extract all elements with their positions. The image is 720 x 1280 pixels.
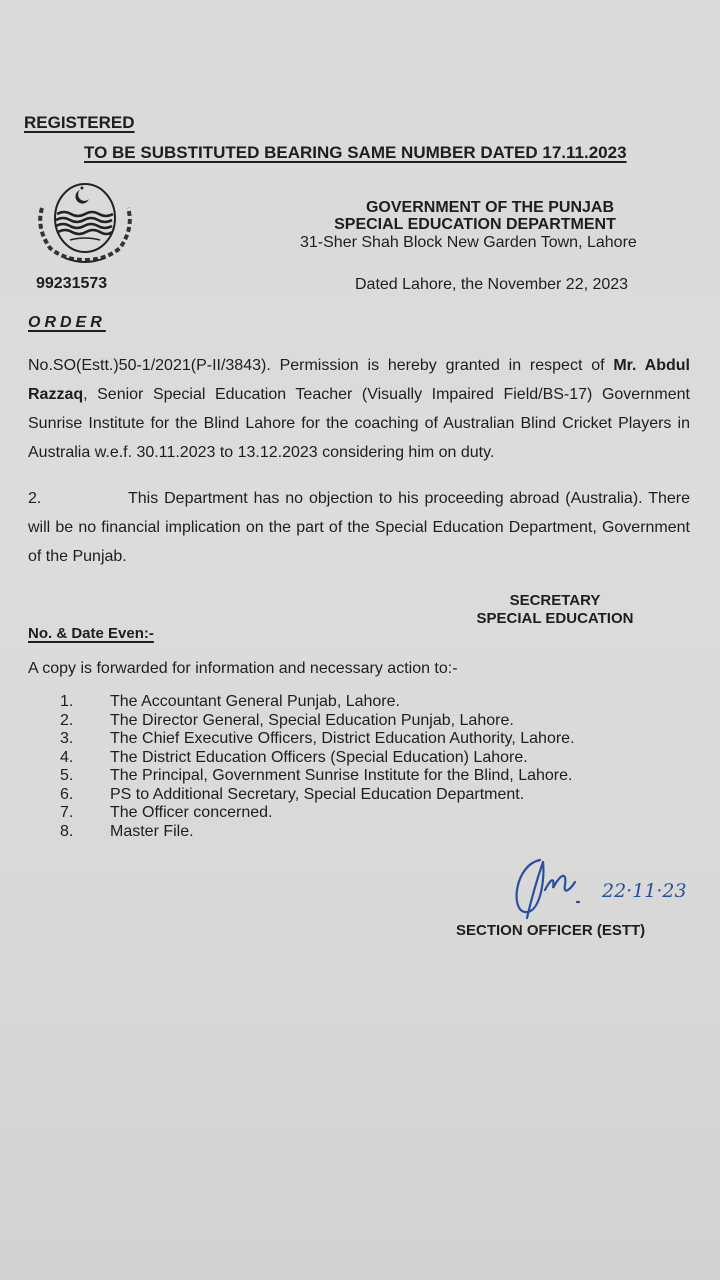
item-number: 4.	[60, 748, 74, 766]
endorsement-heading: No. & Date Even:-	[28, 625, 154, 642]
order-paragraph-2	[28, 484, 690, 571]
item-text: The Principal, Government Sunrise Institute for the Blind, Lahore.	[110, 767, 573, 784]
list-item	[60, 823, 575, 842]
item-text: Master File.	[110, 822, 194, 840]
order-paragraph-1	[28, 351, 690, 467]
list-item	[60, 749, 575, 768]
punjab-emblem-icon	[30, 178, 140, 268]
item-text: The Chief Executive Officers, District Education Authority, Lahore.	[110, 730, 575, 747]
item-number: 5.	[60, 767, 74, 784]
signatory-department: SPECIAL EDUCATION	[476, 610, 634, 627]
list-item	[60, 786, 575, 805]
list-item	[60, 730, 575, 749]
item-text: The Director General, Special Education Punjab, Lahore.	[110, 711, 514, 729]
handwritten-date: 22·11·23	[602, 880, 687, 902]
item-number: 8.	[60, 822, 74, 840]
list-item	[60, 693, 575, 712]
paragraph-number: 2.	[28, 490, 42, 507]
order-details: , Senior Special Education Teacher (Visually Impaired Field/BS-17) Government Sunrise Institute for the Blind Lahore for the coaching of Australian Blind Cricket Players in Australia w.e.f. 30.11.2023 to 13.12.2023 considering him on duty.	[28, 386, 690, 461]
item-number: 7.	[60, 804, 74, 821]
list-item	[60, 767, 575, 786]
reference-number: 99231573	[36, 275, 108, 292]
order-heading: ORDER	[28, 314, 106, 331]
list-item	[60, 804, 575, 823]
signature-icon	[505, 850, 615, 925]
recipient-list	[60, 693, 575, 841]
order-reference: No.SO(Estt.)50-1/2021(P-II/3843). Permission is hereby granted in respect of	[28, 357, 614, 374]
department-address: 31-Sher Shah Block New Garden Town, Lahore	[300, 234, 637, 251]
item-number: 2.	[60, 711, 74, 729]
substitution-notice: TO BE SUBSTITUTED BEARING SAME NUMBER DATED 17.11.2023	[84, 143, 627, 162]
item-text: The Accountant General Punjab, Lahore.	[110, 693, 400, 710]
endorsement-intro: A copy is forwarded for information and necessary action to:-	[28, 660, 458, 677]
registered-label: REGISTERED	[24, 113, 135, 132]
department-title: SPECIAL EDUCATION DEPARTMENT	[334, 216, 616, 233]
signatory-title: SECRETARY	[509, 592, 601, 609]
list-item	[60, 712, 575, 731]
officer-name: Mr. Abdul Razzaq	[28, 357, 690, 403]
item-number: 1.	[60, 693, 74, 710]
item-number: 6.	[60, 785, 74, 803]
government-title: GOVERNMENT OF THE PUNJAB	[365, 199, 614, 216]
item-text: The District Education Officers (Special Education) Lahore.	[110, 748, 528, 766]
item-text: PS to Additional Secretary, Special Education Department.	[110, 785, 525, 803]
section-officer-title: SECTION OFFICER (ESTT)	[456, 922, 646, 939]
item-text: The Officer concerned.	[110, 804, 273, 821]
order-date: Dated Lahore, the November 22, 2023	[355, 276, 629, 293]
item-number: 3.	[60, 730, 74, 747]
paragraph-text: This Department has no objection to his proceeding abroad (Australia). There will be no financial implication on the part of the Special Education Department, Government of the Punjab.	[28, 490, 690, 565]
